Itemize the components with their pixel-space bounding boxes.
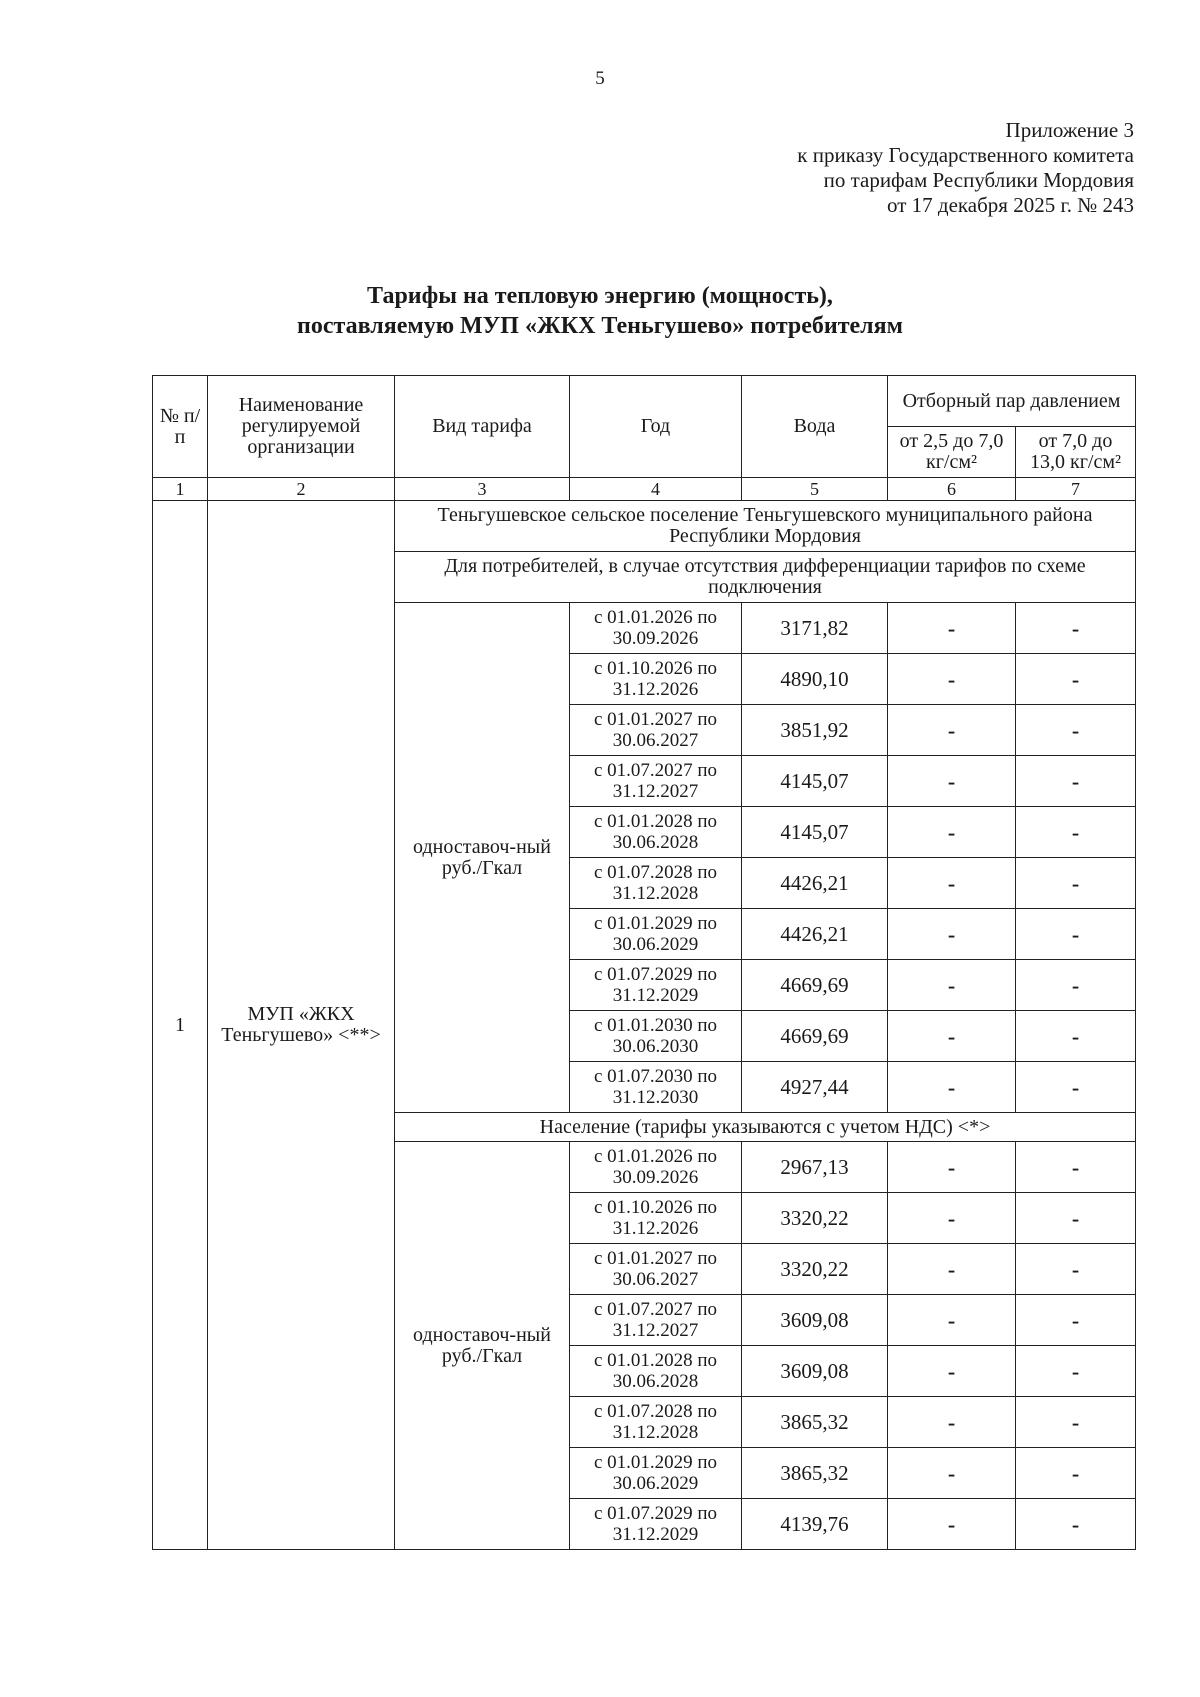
period-cell: с 01.10.2026 по 31.12.2026 (570, 654, 742, 705)
steam-high-cell: - (1016, 705, 1136, 756)
row-number: 1 (153, 501, 208, 1550)
tariff-type: одноставоч-ный руб./Гкал (395, 603, 570, 1113)
water-tariff-cell: 4426,21 (742, 858, 888, 909)
region-heading: Теньгушевское сельское поселение Теньгушевского муниципального района Республики Мордовия (395, 501, 1136, 552)
steam-low-cell: - (888, 858, 1016, 909)
period-cell: с 01.10.2026 по 31.12.2026 (570, 1193, 742, 1244)
steam-low-cell: - (888, 1448, 1016, 1499)
appendix-line-2: к приказу Государственного комитета (797, 143, 1134, 167)
steam-high-cell: - (1016, 1142, 1136, 1193)
water-tariff-cell: 4669,69 (742, 1011, 888, 1062)
col-index: 6 (888, 478, 1016, 501)
header-steam-low: от 2,5 до 7,0 кг/см² (888, 427, 1016, 478)
water-tariff-cell: 3609,08 (742, 1346, 888, 1397)
col-index: 5 (742, 478, 888, 501)
period-cell: с 01.01.2028 по 30.06.2028 (570, 807, 742, 858)
water-tariff-cell: 4426,21 (742, 909, 888, 960)
steam-high-cell: - (1016, 756, 1136, 807)
page-number: 5 (595, 68, 605, 89)
tariff-table (152, 375, 1136, 1550)
period-cell: с 01.01.2028 по 30.06.2028 (570, 1346, 742, 1397)
header-num: № п/п (153, 376, 208, 478)
steam-high-cell: - (1016, 1244, 1136, 1295)
period-cell: с 01.01.2029 по 30.06.2029 (570, 909, 742, 960)
section-heading: Население (тарифы указываются с учетом НДС) <*> (395, 1113, 1136, 1142)
steam-low-cell: - (888, 1244, 1016, 1295)
title-line-1: Тарифы на тепловую энергию (мощность), (367, 283, 833, 309)
col-index: 3 (395, 478, 570, 501)
steam-low-cell: - (888, 1062, 1016, 1113)
steam-high-cell: - (1016, 1193, 1136, 1244)
steam-low-cell: - (888, 1295, 1016, 1346)
period-cell: с 01.01.2027 по 30.06.2027 (570, 705, 742, 756)
steam-high-cell: - (1016, 909, 1136, 960)
water-tariff-cell: 4669,69 (742, 960, 888, 1011)
appendix-line-4: от 17 декабря 2025 г. № 243 (887, 193, 1134, 217)
water-tariff-cell: 4145,07 (742, 807, 888, 858)
steam-high-cell: - (1016, 1011, 1136, 1062)
tariff-type: одноставоч-ный руб./Гкал (395, 1142, 570, 1550)
water-tariff-cell: 3851,92 (742, 705, 888, 756)
header-year: Год (570, 376, 742, 478)
period-cell: с 01.07.2027 по 31.12.2027 (570, 756, 742, 807)
period-cell: с 01.01.2027 по 30.06.2027 (570, 1244, 742, 1295)
steam-low-cell: - (888, 909, 1016, 960)
steam-low-cell: - (888, 1193, 1016, 1244)
water-tariff-cell: 4145,07 (742, 756, 888, 807)
steam-low-cell: - (888, 603, 1016, 654)
header-organization: Наименование регулируемой организации (208, 376, 395, 478)
steam-high-cell: - (1016, 1397, 1136, 1448)
header-steam-high: от 7,0 до 13,0 кг/см² (1016, 427, 1136, 478)
appendix-header (614, 118, 1134, 218)
steam-high-cell: - (1016, 858, 1136, 909)
water-tariff-cell: 3171,82 (742, 603, 888, 654)
period-cell: с 01.07.2028 по 31.12.2028 (570, 858, 742, 909)
steam-high-cell: - (1016, 654, 1136, 705)
water-tariff-cell: 3609,08 (742, 1295, 888, 1346)
appendix-line-3: по тарифам Республики Мордовия (823, 168, 1134, 192)
water-tariff-cell: 2967,13 (742, 1142, 888, 1193)
period-cell: с 01.01.2030 по 30.06.2030 (570, 1011, 742, 1062)
section-heading: Для потребителей, в случае отсутствия дифференциации тарифов по схеме подключения (395, 552, 1136, 603)
header-steam: Отборный пар давлением (888, 376, 1136, 427)
water-tariff-cell: 3320,22 (742, 1244, 888, 1295)
period-cell: с 01.07.2027 по 31.12.2027 (570, 1295, 742, 1346)
water-tariff-cell: 4139,76 (742, 1499, 888, 1550)
period-cell: с 01.01.2026 по 30.09.2026 (570, 1142, 742, 1193)
period-cell: с 01.01.2026 по 30.09.2026 (570, 603, 742, 654)
steam-high-cell: - (1016, 807, 1136, 858)
col-index: 1 (153, 478, 208, 501)
steam-high-cell: - (1016, 1448, 1136, 1499)
steam-low-cell: - (888, 1499, 1016, 1550)
steam-low-cell: - (888, 1397, 1016, 1448)
steam-low-cell: - (888, 1142, 1016, 1193)
steam-high-cell: - (1016, 1499, 1136, 1550)
period-cell: с 01.07.2028 по 31.12.2028 (570, 1397, 742, 1448)
steam-low-cell: - (888, 960, 1016, 1011)
column-index-row (153, 478, 1136, 501)
steam-low-cell: - (888, 807, 1016, 858)
col-index: 4 (570, 478, 742, 501)
water-tariff-cell: 3320,22 (742, 1193, 888, 1244)
steam-high-cell: - (1016, 1346, 1136, 1397)
title-line-2: поставляемую МУП «ЖКХ Теньгушево» потребителям (297, 313, 903, 339)
period-cell: с 01.01.2029 по 30.06.2029 (570, 1448, 742, 1499)
water-tariff-cell: 4890,10 (742, 654, 888, 705)
steam-low-cell: - (888, 705, 1016, 756)
steam-high-cell: - (1016, 1295, 1136, 1346)
appendix-line-1: Приложение 3 (1005, 118, 1134, 142)
steam-high-cell: - (1016, 1062, 1136, 1113)
header-tariff-type: Вид тарифа (395, 376, 570, 478)
document-title (0, 281, 1200, 341)
water-tariff-cell: 3865,32 (742, 1448, 888, 1499)
col-index: 2 (208, 478, 395, 501)
organization-name: МУП «ЖКХ Теньгушево» <**> (208, 501, 395, 1550)
steam-low-cell: - (888, 1346, 1016, 1397)
period-cell: с 01.07.2030 по 31.12.2030 (570, 1062, 742, 1113)
steam-high-cell: - (1016, 960, 1136, 1011)
period-cell: с 01.07.2029 по 31.12.2029 (570, 960, 742, 1011)
steam-low-cell: - (888, 654, 1016, 705)
col-index: 7 (1016, 478, 1136, 501)
period-cell: с 01.07.2029 по 31.12.2029 (570, 1499, 742, 1550)
water-tariff-cell: 4927,44 (742, 1062, 888, 1113)
steam-high-cell: - (1016, 603, 1136, 654)
steam-low-cell: - (888, 756, 1016, 807)
header-water: Вода (742, 376, 888, 478)
water-tariff-cell: 3865,32 (742, 1397, 888, 1448)
steam-low-cell: - (888, 1011, 1016, 1062)
